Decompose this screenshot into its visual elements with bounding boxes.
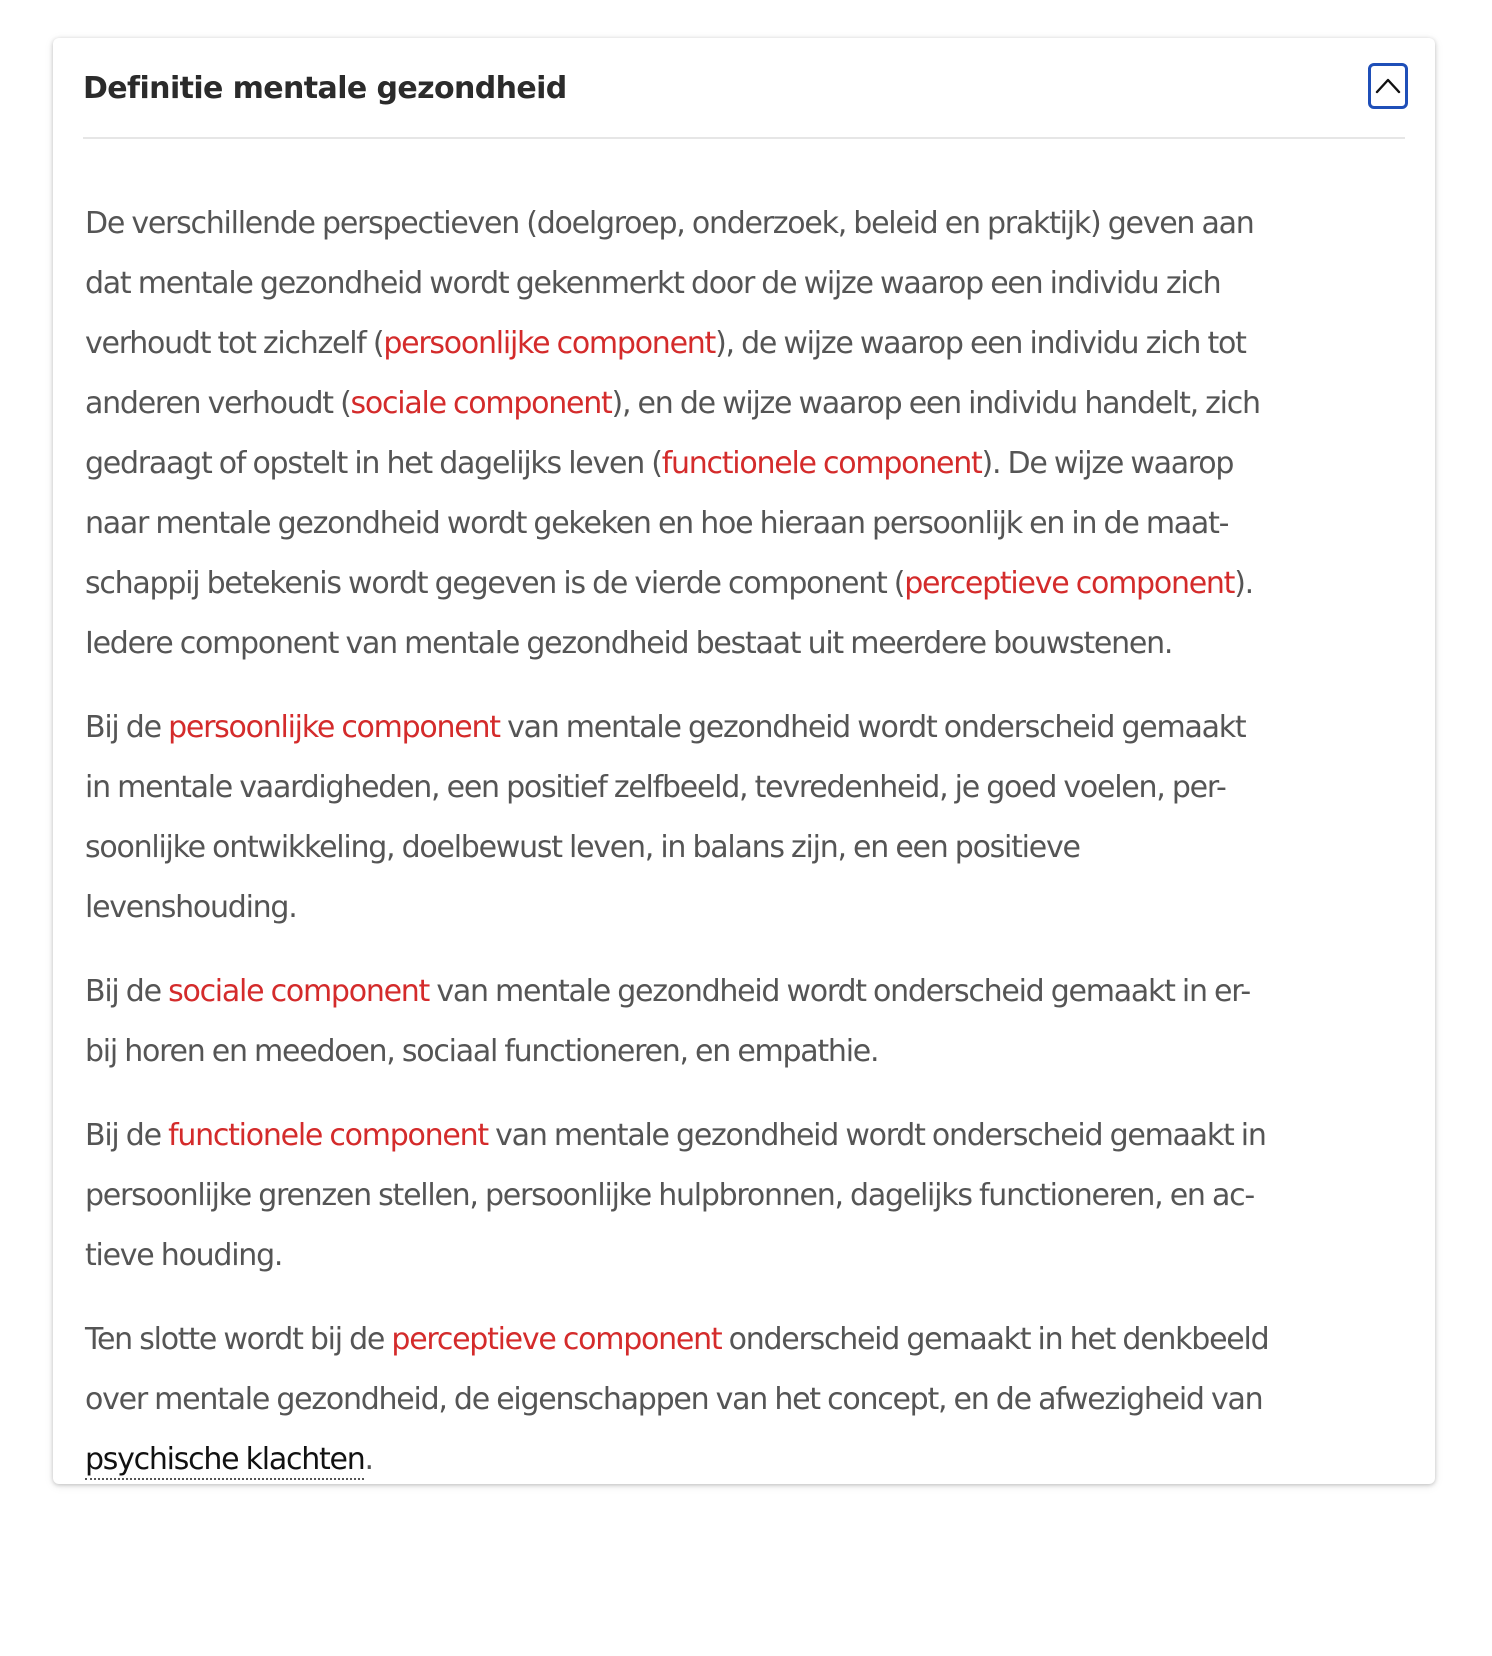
paragraph-line [85, 494, 1411, 554]
paragraph-line [85, 1430, 1411, 1490]
panel-title: Definitie mentale gezondheid [83, 71, 567, 106]
text-segment: anderen verhoudt ( [85, 386, 351, 421]
chevron-up-icon [1375, 77, 1401, 95]
definition-paragraph [85, 962, 1411, 1082]
text-segment: ), de wijze waarop een individu zich tot [715, 326, 1246, 361]
text-segment: verhoudt tot zichzelf ( [85, 326, 384, 361]
paragraph-line [85, 818, 1411, 878]
paragraph-line [85, 1106, 1411, 1166]
text-segment: tieve houding. [85, 1238, 283, 1273]
paragraph-line [85, 314, 1411, 374]
paragraph-line [85, 1226, 1411, 1286]
text-segment: Bij de [85, 974, 169, 1009]
highlighted-term: functionele component [661, 446, 982, 481]
highlighted-term: perceptieve component [391, 1322, 722, 1357]
text-segment: onderscheid gemaakt in het denkbeeld [721, 1322, 1269, 1357]
paragraph-line [85, 614, 1411, 674]
text-segment: in mentale vaardigheden, een positief zelfbeeld, tevredenheid, je goed voelen, per- [85, 770, 1226, 805]
paragraph-line [85, 554, 1411, 614]
text-segment: van mentale gezondheid wordt onderscheid gemaakt in er- [429, 974, 1251, 1009]
text-segment: ), en de wijze waarop een individu handelt, zich [611, 386, 1260, 421]
paragraph-line [85, 434, 1411, 494]
highlighted-term: functionele component [168, 1118, 488, 1153]
text-segment: van mentale gezondheid wordt onderscheid gemaakt [499, 710, 1246, 745]
text-segment: Bij de [85, 1118, 169, 1153]
text-segment: Bij de [85, 710, 169, 745]
text-segment: De verschillende perspectieven (doelgroep, onderzoek, beleid en praktijk) geven aan [85, 206, 1254, 241]
text-segment: Iedere component van mentale gezondheid bestaat uit meerdere bouwstenen. [85, 626, 1173, 661]
text-segment: over mentale gezondheid, de eigenschappen van het concept, en de afwezigheid van [85, 1382, 1263, 1417]
paragraph-line [85, 1166, 1411, 1226]
text-segment: dat mentale gezondheid wordt gekenmerkt door de wijze waarop een individu zich [85, 266, 1221, 301]
text-segment: bij horen en meedoen, sociaal functioneren, en empathie. [85, 1034, 879, 1069]
highlighted-term: persoonlijke component [383, 326, 716, 361]
text-segment: soonlijke ontwikkeling, doelbewust leven, in balans zijn, en een positieve [85, 830, 1080, 865]
paragraph-line [85, 254, 1411, 314]
paragraph-line [85, 758, 1411, 818]
paragraph-line [85, 698, 1411, 758]
highlighted-term: sociale component [168, 974, 430, 1009]
definition-paragraph [85, 698, 1411, 938]
paragraph-line [85, 374, 1411, 434]
text-segment: ). De wijze waarop [981, 446, 1234, 481]
definition-panel [53, 38, 1435, 1484]
definition-paragraph [85, 1310, 1411, 1490]
paragraph-line [85, 1310, 1411, 1370]
text-segment: Ten slotte wordt bij de [85, 1322, 392, 1357]
text-segment: levenshouding. [85, 890, 297, 925]
panel-body [85, 194, 1411, 1514]
text-segment: van mentale gezondheid wordt onderscheid gemaakt in [487, 1118, 1266, 1153]
highlighted-term: persoonlijke component [168, 710, 500, 745]
definition-paragraph [85, 194, 1411, 674]
paragraph-line [85, 194, 1411, 254]
text-segment: gedraagt of opstelt in het dagelijks leven ( [85, 446, 662, 481]
definition-paragraph [85, 1106, 1411, 1286]
paragraph-line [85, 1370, 1411, 1430]
text-segment: schappij betekenis wordt gegeven is de vierde component ( [85, 566, 905, 601]
highlighted-term: sociale component [350, 386, 612, 421]
collapse-button[interactable] [1368, 63, 1408, 109]
highlighted-term: perceptieve component [904, 566, 1235, 601]
paragraph-line [85, 878, 1411, 938]
paragraph-line [85, 1022, 1411, 1082]
glossary-link-psychische-klachten[interactable]: psychische klachten [85, 1442, 364, 1480]
text-segment: . [364, 1442, 373, 1477]
text-segment: naar mentale gezondheid wordt gekeken en hoe hieraan persoonlijk en in de maat- [85, 506, 1229, 541]
paragraph-line [85, 962, 1411, 1022]
panel-header [83, 38, 1405, 139]
text-segment: ). [1234, 566, 1253, 601]
text-segment: persoonlijke grenzen stellen, persoonlijke hulpbronnen, dagelijks functioneren, en ac- [85, 1178, 1254, 1213]
